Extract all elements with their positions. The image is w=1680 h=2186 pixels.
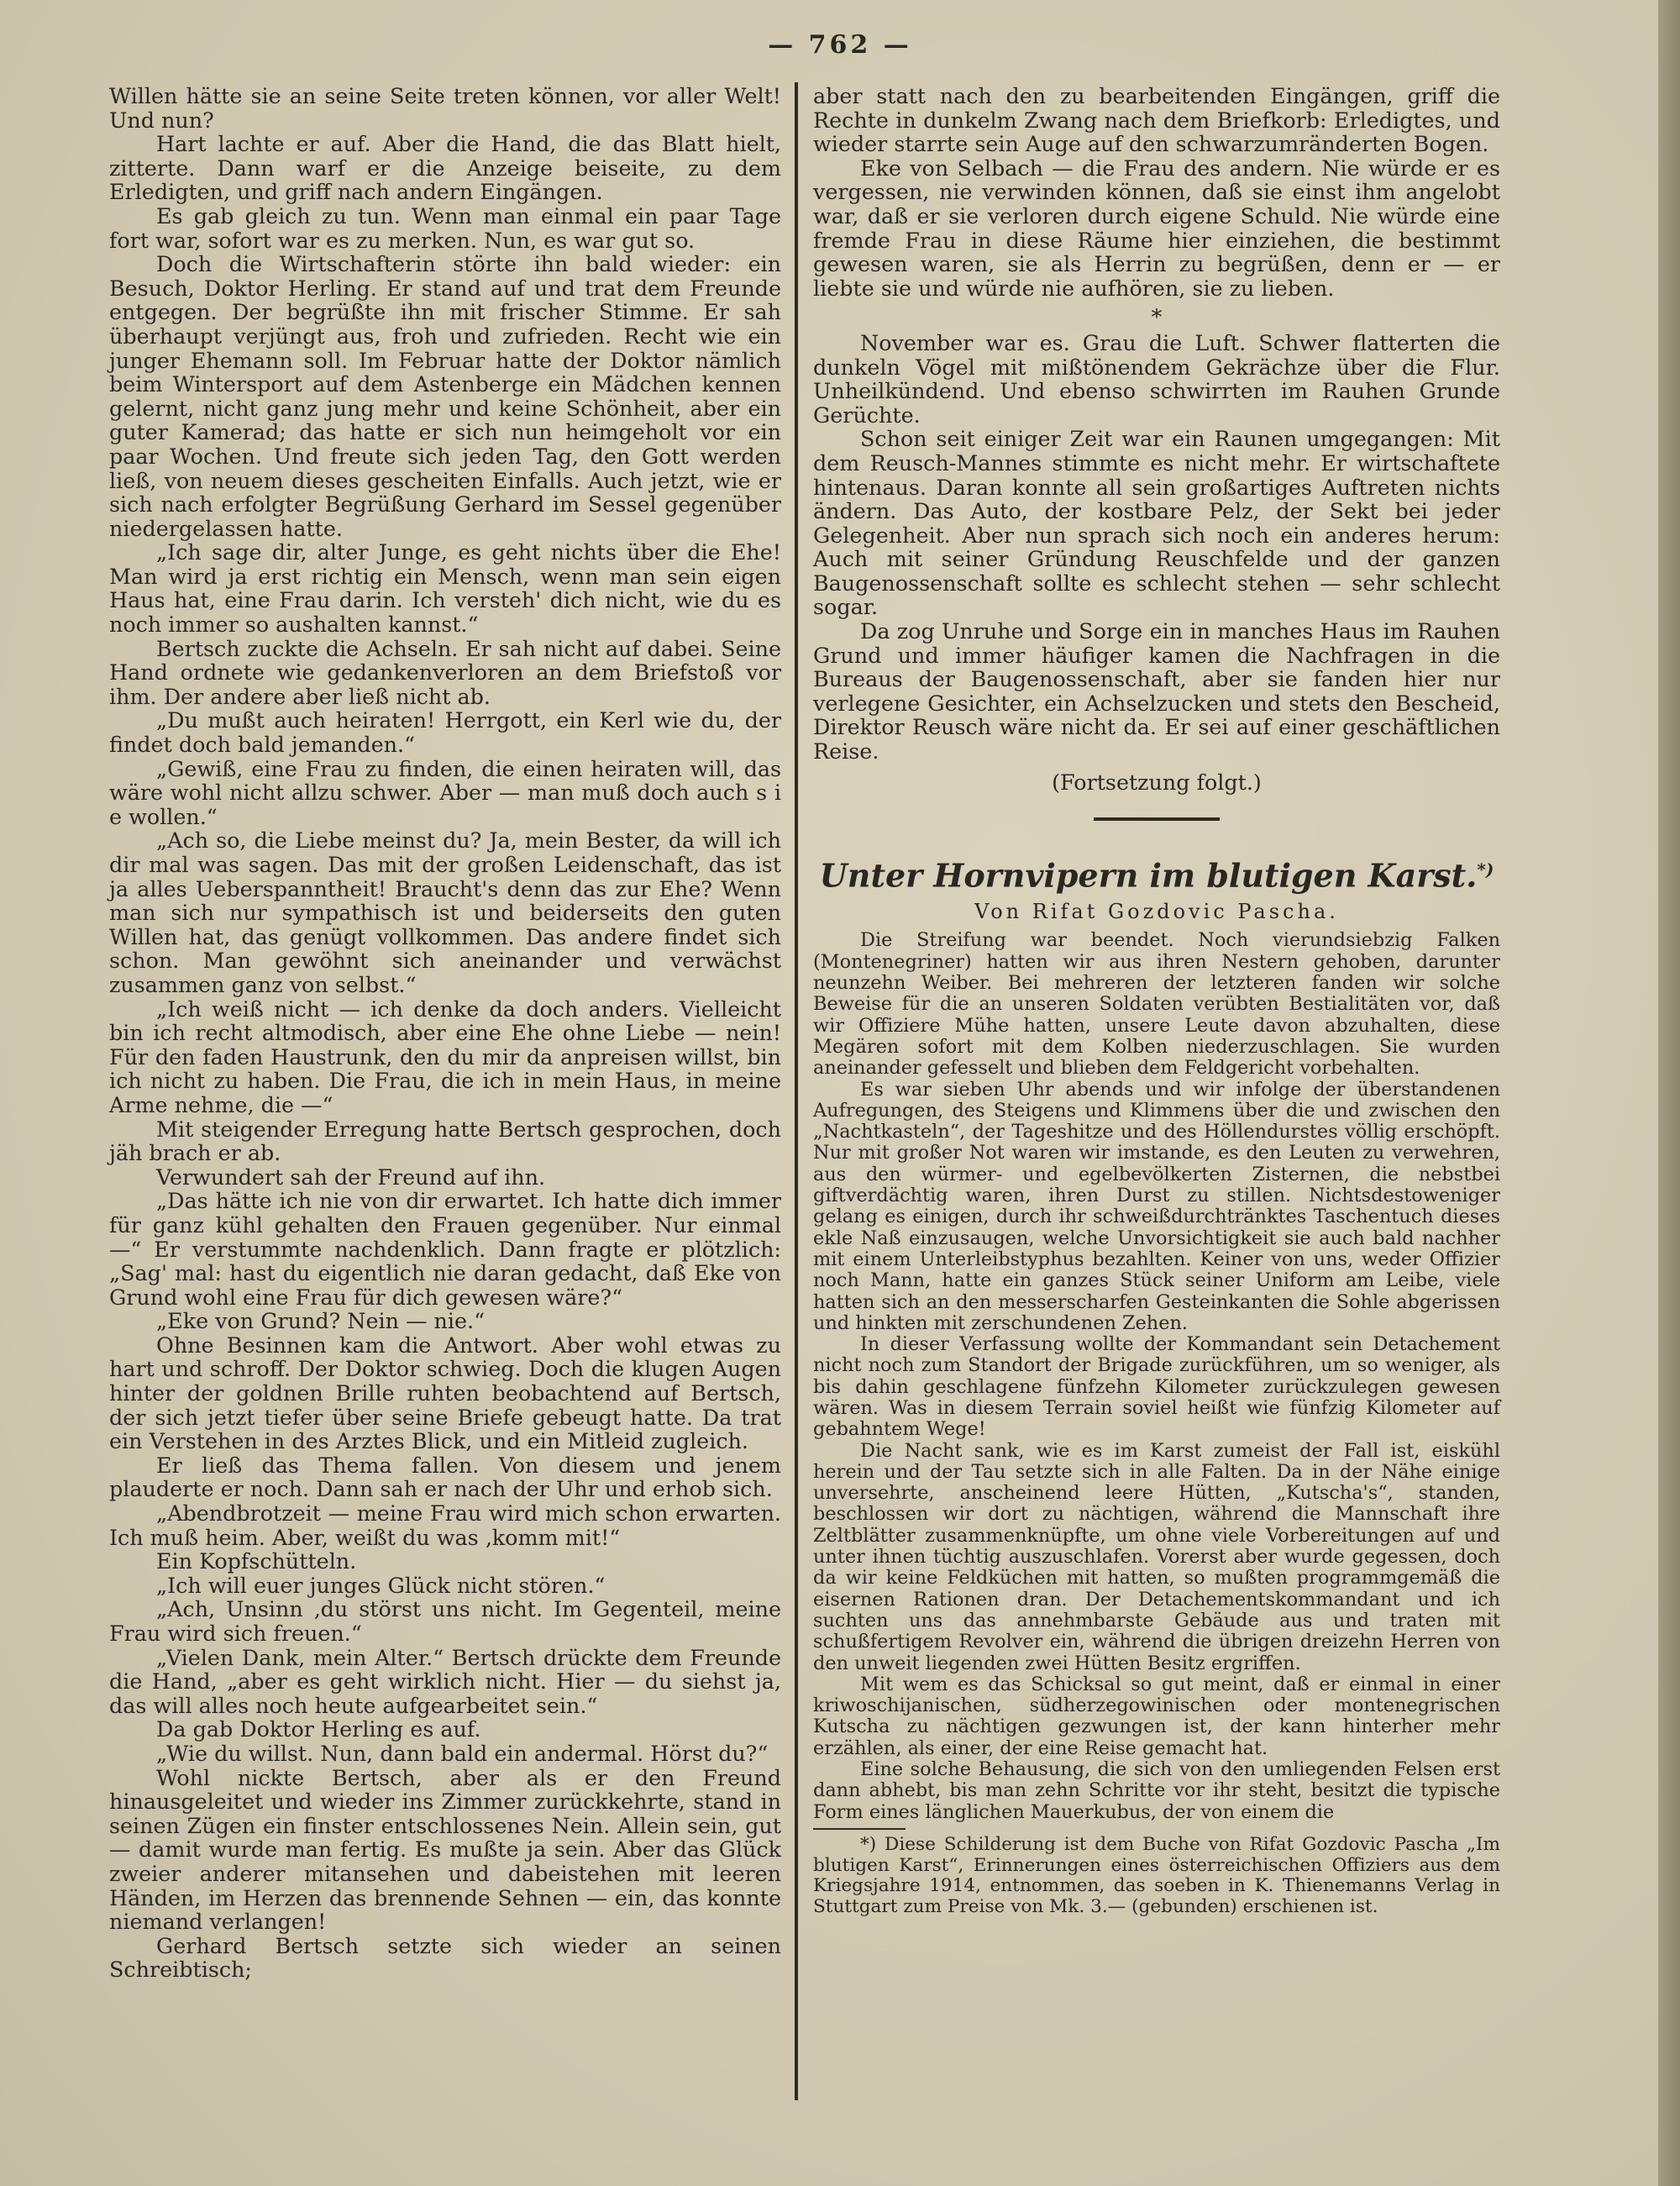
paragraph: „Abendbrotzeit — meine Frau wird mich schon erwarten. Ich muß heim. Aber, weißt du was ‚komm mit!“ [109, 1500, 781, 1550]
paragraph: Mit steigender Erregung hatte Bertsch gesprochen, doch jäh brach er ab. [109, 1116, 781, 1166]
paragraph: „Ich will euer junges Glück nicht stören.“ [156, 1572, 606, 1598]
paragraph: November war es. Grau die Luft. Schwer flatterten die dunkeln Vögel mit mißtönendem Gekrächze über die Flur. Unheilkündend. Und ebenso schwirrten im Rauhen Grunde Gerüchte. [813, 329, 1500, 428]
paragraph: Mit wem es das Schicksal so gut meint, daß er einmal in einer kriwoschijanischen, südherzegowinischen oder montenegrischen Kutscha zu nächtigen gezwungen ist, der kann hinterher mehr erzählen, als einer, der eine Reise gemacht hat. [813, 1673, 1500, 1759]
paragraph: Hart lachte er auf. Aber die Hand, die das Blatt hielt, zitterte. Dann warf er die Anzeige beiseite, zu dem Erledigten, und griff nach andern Eingängen. [109, 131, 781, 205]
page-edge [1658, 0, 1680, 2186]
paragraph: Doch die Wirtschafterin störte ihn bald wieder: ein Besuch, Doktor Herling. Er stand auf und trat dem Freunde entgegen. Der begrüßte ihn mit frischer Stimme. Er sah überhaupt verjüngt aus, froh und zufrieden. Recht wie ein junger Ehemann soll. Im Februar hatte der Doktor nämlich beim Wintersport auf dem Astenberge ein Mädchen kennen gelernt, nicht ganz jung mehr und keine Schönheit, aber ein guter Kamerad; das hatte er sich nun heimgeholt vor ein paar Wochen. Und freute sich jeden Tag, den Gott werden ließ, von neuem dieses gescheiten Einfalls. Auch jetzt, wie er sich nach erfolgter Begrüßung Gerhard im Sessel gegenüber niedergelassen hatte. [109, 251, 781, 541]
paragraph: Ohne Besinnen kam die Antwort. Aber wohl etwas zu hart und schroff. Der Doktor schwieg. Doch die klugen Augen hinter der goldnen Brille ruhten beobachtend auf Bertsch, der sich jetzt tiefer über seine Briefe gebeugt hatte. Da trat ein Verstehen in des Arztes Blick, und ein Mitleid zugleich. [109, 1332, 781, 1454]
footnote-rule [813, 1828, 906, 1830]
paragraph: Es war sieben Uhr abends und wir infolge der überstandenen Aufregungen, des Steigens und Klimmens über die und zwischen den „Nachtkasteln“, der Tageshitze und des Höllendurstes völlig erschöpft. Nur mit großer Not waren wir imstande, es den Leuten zu verwehren, aus den würmer- und egelbevölkerten Zisternen, die nebstbei giftverdächtig waren, ihren Durst zu stillen. Nichtsdestoweniger gelang es einigen, durch ihr schweißdurchtränktes Taschentuch dieses ekle Naß einzusaugen, welche Unvorsichtigkeit sie auch bald nachher mit einem Unterleibstyphus bezahlten. Keiner von uns, weder Offizier noch Mann, hatte ein ganzes Stück seiner Uniform am Leibe, viele hatten sich an den messerscharfen Gesteinkanten die Sohle abgerissen und hinkten mit zerschundenen Zehen. [813, 1078, 1500, 1334]
paragraph: „Wie du willst. Nun, dann bald ein andermal. Hörst du?“ [156, 1740, 769, 1766]
article-title [813, 851, 1500, 895]
paragraph: aber statt nach den zu bearbeitenden Eingängen, griff die Rechte in dunkelm Zwang nach dem Briefkorb: Erledigtes, und wieder starrte sein Auge auf den schwarzumränderten Bogen. [813, 83, 1500, 157]
right-column [813, 84, 1500, 1917]
paragraph: „Eke von Grund? Nein — nie.“ [156, 1308, 486, 1334]
section-break-asterisk: * [1151, 304, 1163, 330]
paragraph: Wohl nickte Bertsch, aber als er den Freund hinausgeleitet und wieder ins Zimmer zurückkehrte, stand in seinen Zügen ein finster entschlossenes Nein. Allein sein, gut — damit wurde man fertig. Es mußte ja sein. Aber das Glück zweier anderer mitansehen und dabeistehen mit leeren Händen, im Herzen das brennende Sehnen — ein, das konnte niemand verlangen! [109, 1764, 781, 1935]
paragraph: Verwundert sah der Freund auf ihn. [156, 1164, 546, 1190]
paragraph: „Ach, Unsinn ‚du störst uns nicht. Im Gegenteil, meine Frau wird sich freuen.“ [109, 1596, 781, 1646]
paragraph: Eke von Selbach — die Frau des andern. Nie würde er es vergessen, nie verwinden können, daß sie einst ihm angelobt war, daß er sie verloren durch eigene Schuld. Nie würde eine fremde Frau in diese Räume hier einziehen, die bestimmt gewesen waren, sie als Herrin zu begrüßen, denn er — er liebte sie und würde nie aufhören, sie zu lieben. [813, 155, 1500, 301]
paragraph: Die Streifung war beendet. Noch vierundsiebzig Falken (Montenegriner) hatten wir aus ihren Nestern gehoben, darunter neunzehn Weiber. Bei mehreren der letzteren fanden wir solche Beweise für die an unseren Soldaten verübten Bestialitäten vor, daß wir Offiziere Mühe hatten, unsere Leute davon abzuhalten, diese Megären sofort mit dem Kolben niederzuschlagen. Sie wurden aneinander gefesselt und blieben dem Feldgericht vorbehalten. [813, 929, 1500, 1080]
byline: Von Rifat Gozdovic Pascha. [974, 899, 1339, 923]
paragraph: „Vielen Dank, mein Alter.“ Bertsch drückte dem Freunde die Hand, „aber es geht wirklich nicht. Hier — du siehst ja, das will alles noch heute aufgearbeitet sein.“ [109, 1644, 781, 1718]
footnote-marker: *) [1477, 859, 1494, 880]
page-number: — 762 — [768, 30, 912, 60]
left-column [109, 84, 781, 1982]
paragraph: Die Nacht sank, wie es im Karst zumeist der Fall ist, eiskühl herein und der Tau setzte sich in alle Falten. Da in der Nähe einige unversehrte, anscheinend leere Hütten, „Kutscha's“, standen, beschlossen wir dort zu nächtigen, während die Mannschaft ihre Zeltblätter zusammenknüpfte, um ohne viele Vorbereitungen auf und unter ihnen tüchtig auszuschlafen. Vorerst aber wurde gegessen, doch da wir keine Feldküchen mit hatten, so mußten programmgemäß die eisernen Rationen dran. Der Detachementskommandant und ich suchten uns das annehmbarste Gebäude aus und traten mit schußfertigem Revolver ein, während die übrigen dreizehn Herren von den unweit liegenden zwei Hütten Besitz ergriffen. [813, 1439, 1500, 1674]
paragraph: Schon seit einiger Zeit war ein Raunen umgegangen: Mit dem Reusch-Mannes stimmte es nicht mehr. Er wirtschaftete hintenaus. Daran konnte all sein großartiges Auftreten nichts ändern. Das Auto, der kostbare Pelz, der Sekt bei jeder Gelegenheit. Aber nun sprach sich noch ein anderes herum: Auch mit seiner Gründung Reuschfelde und der ganzen Baugenossenschaft sollte es schlecht stehen — sehr schlecht sogar. [813, 426, 1500, 620]
paragraph: Eine solche Behausung, die sich von den umliegenden Felsen erst dann abhebt, bis man zehn Schritte vor ihr steht, besitzt die typische Form eines länglichen Mauerkubus, der von einem die [813, 1758, 1500, 1823]
paragraph: Da gab Doktor Herling es auf. [156, 1716, 481, 1742]
paragraph: „Gewiß, eine Frau zu finden, die einen heiraten will, das wäre wohl nicht allzu schwer. Aber — man muß doch auch s i e wollen.“ [109, 755, 781, 829]
paragraph: Er ließ das Thema fallen. Von diesem und jenem plauderte er noch. Dann sah er nach der Uhr und erhob sich. [109, 1452, 781, 1502]
paragraph: Bertsch zuckte die Achseln. Er sah nicht auf dabei. Seine Hand ordnete wie gedankenverloren an dem Briefstoß vor ihm. Der andere aber ließ nicht ab. [109, 635, 781, 709]
article-body [813, 930, 1500, 1822]
article-title-text: Unter Hornvipern im blutigen Karst. [819, 856, 1478, 895]
continuation-note: (Fortsetzung folgt.) [1052, 769, 1262, 795]
paragraph: Gerhard Bertsch setzte sich wieder an seinen Schreibtisch; [109, 1932, 781, 1983]
paragraph: „Ach so, die Liebe meinst du? Ja, mein Bester, da will ich dir mal was sagen. Das mit der großen Leidenschaft, das ist ja alles Ueberspanntheit! Braucht's denn das zur Ehe? Wenn man sich nur sympathisch ist und beiderseits den guten Willen hat, das genügt vollkommen. Das andere findet sich schon. Man gewöhnt sich aneinander und verwächst zusammen ganz von selbst.“ [109, 828, 781, 997]
paragraph: Da zog Unruhe und Sorge ein in manches Haus im Rauhen Grund und immer häufiger kamen die Nachfragen in die Bureaus der Baugenossenschaft, aber sie fanden hier nur verlegene Gesichter, ein Achselzucken und stets den Bescheid, Direktor Reusch wäre nicht da. Er sei auf einer geschäftlichen Reise. [813, 618, 1500, 765]
paragraph: Es gab gleich zu tun. Wenn man einmal ein paar Tage fort war, sofort war es zu merken. Nun, es war gut so. [109, 202, 781, 253]
paragraph: „Ich sage dir, alter Junge, es geht nichts über die Ehe! Man wird ja erst richtig ein Mensch, wenn man sein eigen Haus hat, eine Frau darin. Ich versteh' dich nicht, wie du es noch immer so aushalten kannst.“ [109, 539, 781, 638]
column-divider [795, 82, 798, 2100]
paragraph: Willen hätte sie an seine Seite treten können, vor aller Welt! Und nun? [109, 83, 781, 133]
paragraph: „Das hätte ich nie von dir erwartet. Ich hatte dich immer für ganz kühl gehalten den Frauen gegenüber. Nur einmal —“ Er verstummte nachdenklich. Dann fragte er plötzlich: „Sag' mal: hast du eigentlich nie daran gedacht, daß Eke von Grund wohl eine Frau für dich gewesen wäre?“ [109, 1188, 781, 1310]
footnote: *) Diese Schilderung ist dem Buche von Rifat Gozdovic Pascha „Im blutigen Karst“, Erinnerungen eines österreichischen Offiziers aus dem Kriegsjahre 1914, entnommen, das soeben in K. Thienemanns Verlag in Stuttgart zum Preise von Mk. 3.— (gebunden) erschienen ist. [813, 1833, 1500, 1917]
paragraph: „Du mußt auch heiraten! Herrgott, ein Kerl wie du, der findet doch bald jemanden.“ [109, 707, 781, 758]
paragraph: Ein Kopfschütteln. [156, 1548, 357, 1574]
paragraph: In dieser Verfassung wollte der Kommandant sein Detachement nicht noch zum Standort der Brigade zurückführen, um so weniger, als bis dahin geschlagene fünfzehn Kilometer zurückzulegen gewesen wären. Was in diesem Terrain soviel heißt wie fünfzig Kilometer auf gebahntem Wege! [813, 1333, 1500, 1441]
paragraph: „Ich weiß nicht — ich denke da doch anders. Vielleicht bin ich recht altmodisch, aber eine Ehe ohne Liebe — nein! Für den faden Haustrunk, den du mir da anpreisen willst, bin ich nicht zu haben. Die Frau, die ich in mein Haus, in meine Arme nehme, die —“ [109, 996, 781, 1117]
separator-rule [1094, 817, 1220, 821]
